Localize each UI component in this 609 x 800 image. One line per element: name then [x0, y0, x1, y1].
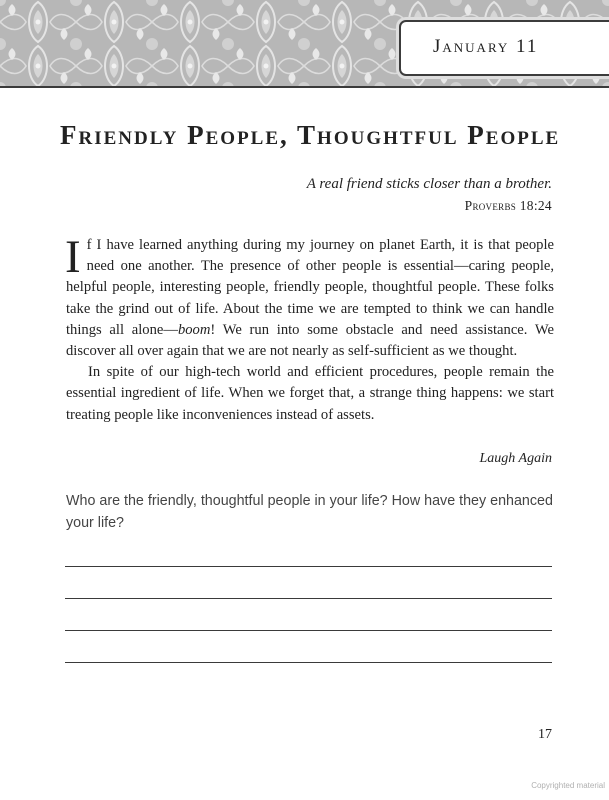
journal-prompt: Who are the friendly, thoughtful people in your life? How have they enhanced your life? — [66, 493, 553, 531]
paragraph-1-text-a: f I have learned anything during my journey on planet Earth, it is that people need one another. The presence of other people is essential—caring people, helpful people, interesting people, friendly people, thoughtful people. These folks take the grind out of life. About the time we are tempted to think we can handle things all alone— — [66, 237, 554, 338]
source-attribution: Laugh Again — [479, 451, 552, 466]
date-tab — [399, 20, 609, 76]
devotion-body — [65, 231, 554, 426]
body-paragraph-1 — [65, 231, 554, 362]
date-label: January 11 — [433, 36, 539, 57]
banner-bottom-rule — [0, 86, 609, 88]
body-paragraph-2: In spite of our high-tech world and efficient procedures, people remain the essential ingredient of life. When we forget that, a strange thing happens: we start treating people like inconveniences instead of assets. — [66, 364, 554, 423]
scripture-reference: Proverbs 18:24 — [464, 198, 552, 213]
paragraph-1-text-b: ! We run into some obstacle and need assistance. We discover all over again that we are not nearly as self-sufficient as we thought. — [66, 321, 554, 360]
devotion-title: Friendly People, Thoughtful People — [60, 120, 561, 150]
copyright-watermark: Copyrighted material — [531, 781, 605, 790]
journal-writing-line[interactable] — [65, 662, 552, 663]
journal-writing-line[interactable] — [65, 566, 552, 567]
page-number: 17 — [538, 727, 552, 742]
journal-writing-line[interactable] — [65, 598, 552, 599]
journal-writing-line[interactable] — [65, 630, 552, 631]
scripture-verse: A real friend sticks closer than a brother. — [306, 176, 552, 192]
decorative-header-banner — [0, 0, 609, 88]
drop-cap: I — [65, 231, 81, 283]
paragraph-1-emphasis: boom — [177, 321, 211, 338]
